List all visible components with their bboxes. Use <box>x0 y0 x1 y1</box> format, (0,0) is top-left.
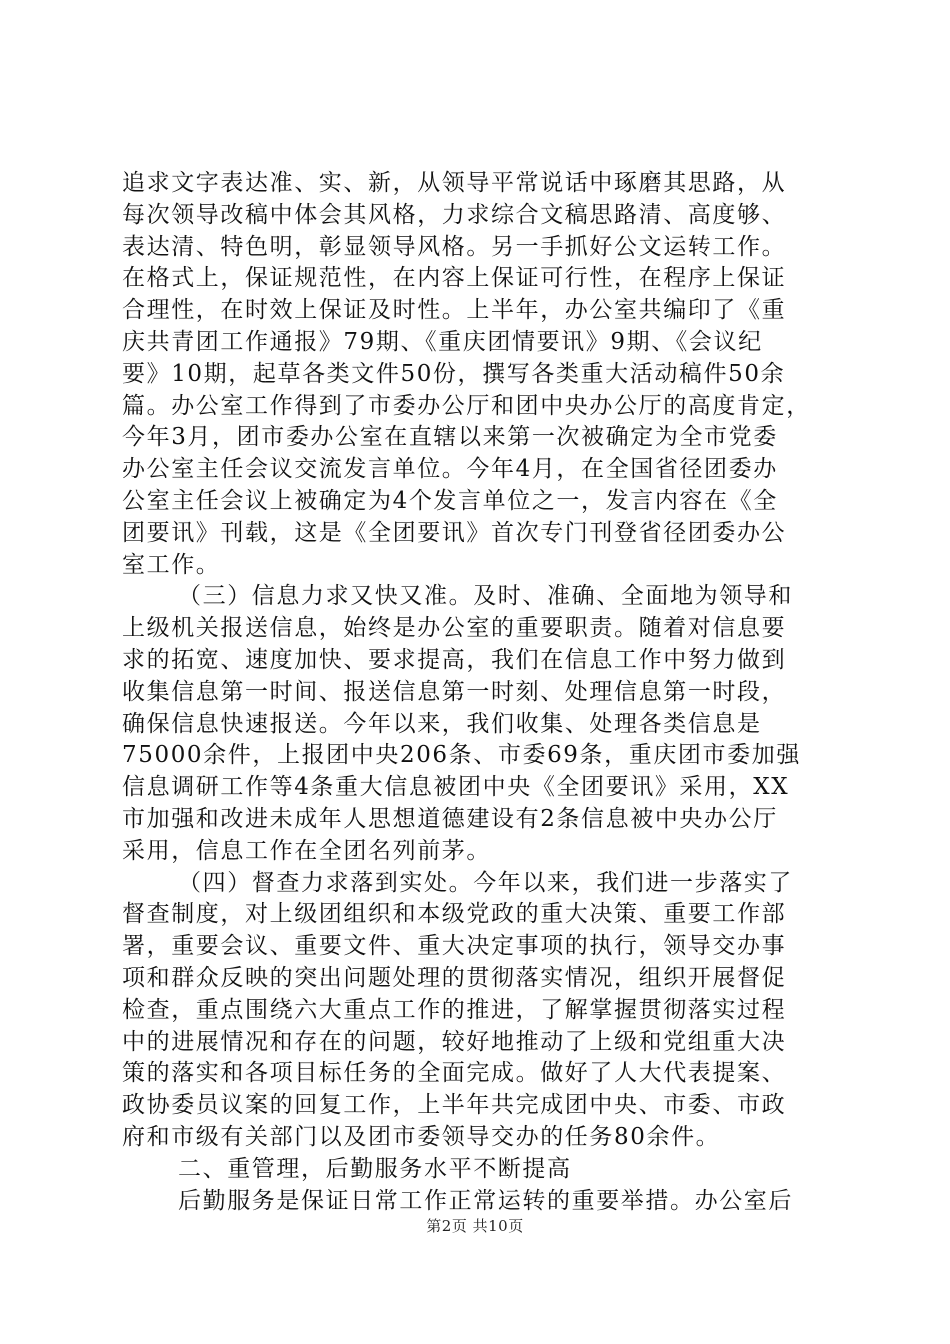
text-line: 采用，信息工作在全团名列前茅。 <box>122 837 491 864</box>
text-line: 表达清、特色明，彰显领导风格。另一手抓好公文运转工作。 <box>122 233 787 260</box>
text-line: 要》10期，起草各类文件50份，撰写各类重大活动稿件50余 <box>122 360 786 387</box>
text-line: 上级机关报送信息，始终是办公室的重要职责。随着对信息要 <box>122 615 787 642</box>
text-line: 确保信息快速报送。今年以来，我们收集、处理各类信息是 <box>122 710 762 737</box>
text-line: 合理性，在时效上保证及时性。上半年，办公室共编印了《重 <box>122 297 787 324</box>
text-line: 今年3月，团市委办公室在直辖以来第一次被确定为全市党委 <box>122 424 778 451</box>
text-line: 室工作。 <box>122 551 221 578</box>
text-line: 信息调研工作等4条重大信息被团中央《全团要讯》采用，XX <box>122 774 790 801</box>
text-line: 每次领导改稿中体会其风格，力求综合文稿思路清、高度够、 <box>122 201 787 228</box>
section-heading-line: （三）信息力求又快又准。及时、准确、全面地为领导和 <box>178 583 793 610</box>
text-line: 督查制度，对上级团组织和本级党政的重大决策、重要工作部 <box>122 901 787 928</box>
text-line: 办公室主任会议交流发言单位。今年4月，在全国省径团委办 <box>122 456 778 483</box>
text-line: 政协委员议案的回复工作，上半年共完成团中央、市委、市政 <box>122 1092 787 1119</box>
text-line: 庆共青团工作通报》79期、《重庆团情要讯》9期、《会议纪 <box>122 328 763 355</box>
text-line: 府和市级有关部门以及团市委领导交办的任务80余件。 <box>122 1123 721 1150</box>
text-line: 追求文字表达准、实、新，从领导平常说话中琢磨其思路，从 <box>122 170 787 196</box>
text-line: 75000余件，上报团中央206条、市委69条，重庆团市委加强 <box>122 742 801 769</box>
chapter-heading-line: 二、重管理，后勤服务水平不断提高 <box>178 1155 572 1182</box>
text-line: 项和群众反映的突出问题处理的贯彻落实情况，组织开展督促 <box>122 964 787 991</box>
text-line: 市加强和改进未成年人思想道德建设有2条信息被中央办公厅 <box>122 805 778 832</box>
section-heading-line: （四）督查力求落到实处。今年以来，我们进一步落实了 <box>178 869 793 896</box>
text-line: 在格式上，保证规范性，在内容上保证可行性，在程序上保证 <box>122 265 787 292</box>
text-line: 求的拓宽、速度加快、要求提高，我们在信息工作中努力做到 <box>122 646 787 673</box>
text-line: 策的落实和各项目标任务的全面完成。做好了人大代表提案、 <box>122 1060 787 1087</box>
text-line: 收集信息第一时间、报送信息第一时刻、处理信息第一时段， <box>122 678 787 705</box>
text-line: 篇。办公室工作得到了市委办公厅和团中央办公厅的高度肯定， <box>122 392 811 419</box>
text-line: 中的进展情况和存在的问题，较好地推动了上级和党组重大决 <box>122 1028 787 1055</box>
document-body <box>122 168 838 1217</box>
text-line: 公室主任会议上被确定为4个发言单位之一，发言内容在《全 <box>122 487 778 514</box>
text-line: 团要讯》刊载，这是《全团要讯》首次专门刊登省径团委办公 <box>122 519 787 546</box>
text-line: 后勤服务是保证日常工作正常运转的重要举措。办公室后 <box>178 1187 793 1214</box>
text-line: 检查，重点围绕六大重点工作的推进，了解掌握贯彻落实过程 <box>122 996 787 1023</box>
page-footer: 第2页 共10页 <box>426 1217 524 1235</box>
text-line: 署，重要会议、重要文件、重大决定事项的执行，领导交办事 <box>122 933 787 960</box>
